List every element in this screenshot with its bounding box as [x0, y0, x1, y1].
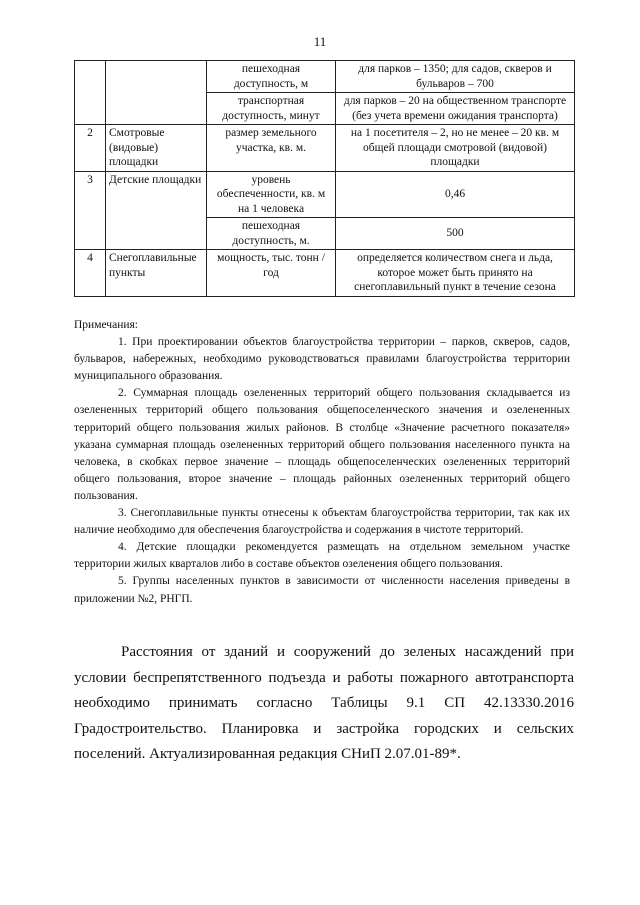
note-item: 3. Снегоплавильные пункты отнесены к объектам благоустройства территории, так как их наличие необходимо для обеспечения благоустройства и содержания в чистоте территорий. [74, 507, 570, 537]
note-item: 4. Детские площадки рекомендуется размещать на отдельном земельном участке территории жилых кварталов либо в составе объектов озеленения общего пользования. [74, 541, 570, 571]
note-item: 2. Суммарная площадь озелененных территорий общего пользования складывается из озелененных территорий общего пользования общепоселенческого значения и озелененных территорий общего пользования жилых районов. В столбце «Значение расчетного показателя» указана суммарная площадь озелененных территорий общего пользования населенного пункта на человека, в скобках первое значение – площадь общепоселенческих озелененных территорий общего пользования, второе значение – площадь районных озелененных территорий общего пользования. [74, 387, 570, 502]
note-item: 5. Группы населенных пунктов в зависимости от численности населения приведены в приложении №2, РНГП. [74, 575, 570, 605]
indicator-cell: мощность, тыс. тонн / год [207, 250, 336, 297]
object-cell: Смотровые (видовые) площадки [106, 125, 207, 172]
indicator-cell: транспортная доступность, минут [207, 93, 336, 125]
object-cell: Снегоплавильные пункты [106, 250, 207, 297]
indicator-cell: пешеходная доступность, м [207, 61, 336, 93]
main-paragraph: Расстояния от зданий и сооружений до зеленых насаждений при условии беспрепятственного подъезда и работы пожарного автотранспорта необходимо принимать согласно Таблицы 9.1 СП 42.13330.2016 Градостроительство. Планировка и застройка городских и сельских поселений. Актуализированная редакция СНиП 2.07.01-89*. [74, 644, 574, 762]
indicator-cell: размер земельного участка, кв. м. [207, 125, 336, 172]
page-number: 11 [313, 34, 327, 49]
value-cell: на 1 посетителя – 2, но не менее – 20 кв. м общей площади смотровой (видовой) площадки [336, 125, 575, 172]
row-number-cell: 3 [75, 171, 106, 250]
norms-table [74, 60, 575, 297]
value-cell: 500 [336, 218, 575, 250]
object-cell: Детские площадки [106, 171, 207, 250]
note-item: 1. При проектировании объектов благоустройства территории – парков, скверов, садов, бульваров, набережных, необходимо руководствоваться правилами благоустройства территории муниципального образования. [74, 336, 570, 383]
row-number-cell: 4 [75, 250, 106, 297]
value-cell: для парков – 1350; для садов, скверов и бульваров – 700 [336, 61, 575, 93]
row-number-cell: 2 [75, 125, 106, 172]
value-cell: 0,46 [336, 171, 575, 218]
indicator-cell: пешеходная доступность, м. [207, 218, 336, 250]
row-number-cell [75, 61, 106, 125]
notes-title: Примечания: [74, 319, 138, 331]
indicator-cell: уровень обеспеченности, кв. м на 1 человека [207, 171, 336, 218]
value-cell: для парков – 20 на общественном транспорте (без учета времени ожидания транспорта) [336, 93, 575, 125]
table-row [75, 61, 575, 93]
notes-section [74, 317, 570, 608]
table-row [75, 125, 575, 172]
value-cell: определяется количеством снега и льда, которое может быть принято на снегоплавильный пункт в течение сезона [336, 250, 575, 297]
object-cell [106, 61, 207, 125]
table-row [75, 171, 575, 218]
table-row [75, 250, 575, 297]
